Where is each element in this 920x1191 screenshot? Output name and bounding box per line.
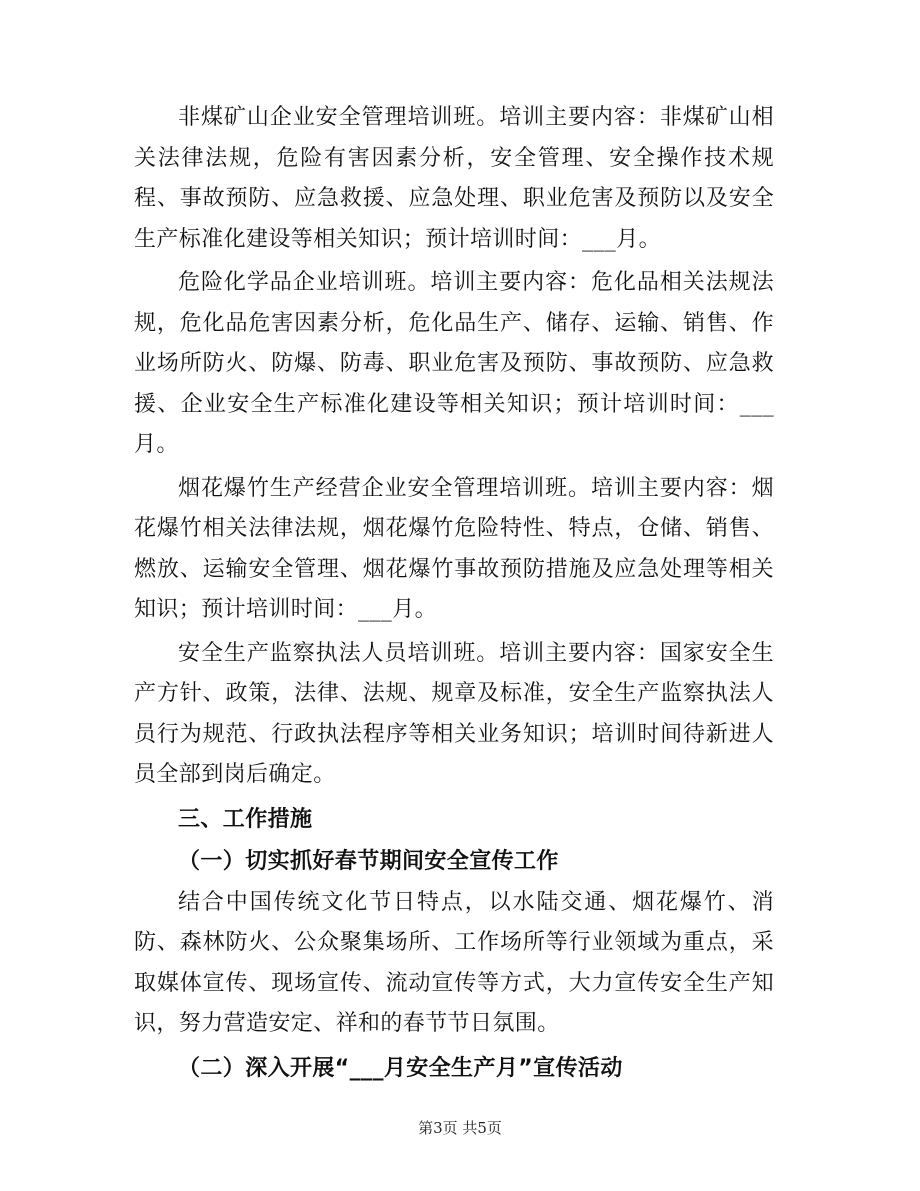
subheading-spring-festival-publicity: （一）切实抓好春节期间安全宣传工作 (178, 848, 559, 874)
subheading-safety-month-campaign: （二）深入开展“___月安全生产月”宣传活动 (178, 1055, 623, 1081)
page-number-footer: 第3页 共5页 (418, 1119, 502, 1137)
paragraph-non-coal-mine-training: 非煤矿山企业安全管理培训班。培训主要内容：非煤矿山相关法律法规，危险有害因素分析，安全管理、安全操作技术规程、事故预防、应急救援、应急处理、职业危害及预防以及安全生产标准化建设等相关知识；预计培训时间：___月。 (134, 105, 774, 252)
document-body (134, 98, 774, 1090)
paragraph-spring-festival-publicity: 结合中国传统文化节日特点，以水陆交通、烟花爆竹、消防、森林防火、公众聚集场所、工作场所等行业领域为重点，采取媒体宣传、现场宣传、流动宣传等方式，大力宣传安全生产知识，努力营造安定、祥和的春节节日氛围。 (134, 889, 774, 1036)
paragraph-supervision-staff-training: 安全生产监察执法人员培训班。培训主要内容：国家安全生产方针、政策，法律、法规、规章及标准，安全生产监察执法人员行为规范、行政执法程序等相关业务知识；培训时间待新进人员全部到岗后确定。 (134, 640, 774, 787)
paragraph-fireworks-training: 烟花爆竹生产经营企业安全管理培训班。培训主要内容：烟花爆竹相关法律法规，烟花爆竹危险特性、特点，仓储、销售、燃放、运输安全管理、烟花爆竹事故预防措施及应急处理等相关知识；预计培训时间：___月。 (134, 475, 774, 622)
paragraph-hazardous-chemicals-training: 危险化学品企业培训班。培训主要内容：危化品相关法规法规，危化品危害因素分析，危化品生产、储存、运输、销售、作业场所防火、防爆、防毒、职业危害及预防、事故预防、应急救援、企业安全生产标准化建设等相关知识；预计培训时间：___月。 (134, 270, 774, 457)
section-heading-work-measures: 三、工作措施 (178, 806, 313, 832)
